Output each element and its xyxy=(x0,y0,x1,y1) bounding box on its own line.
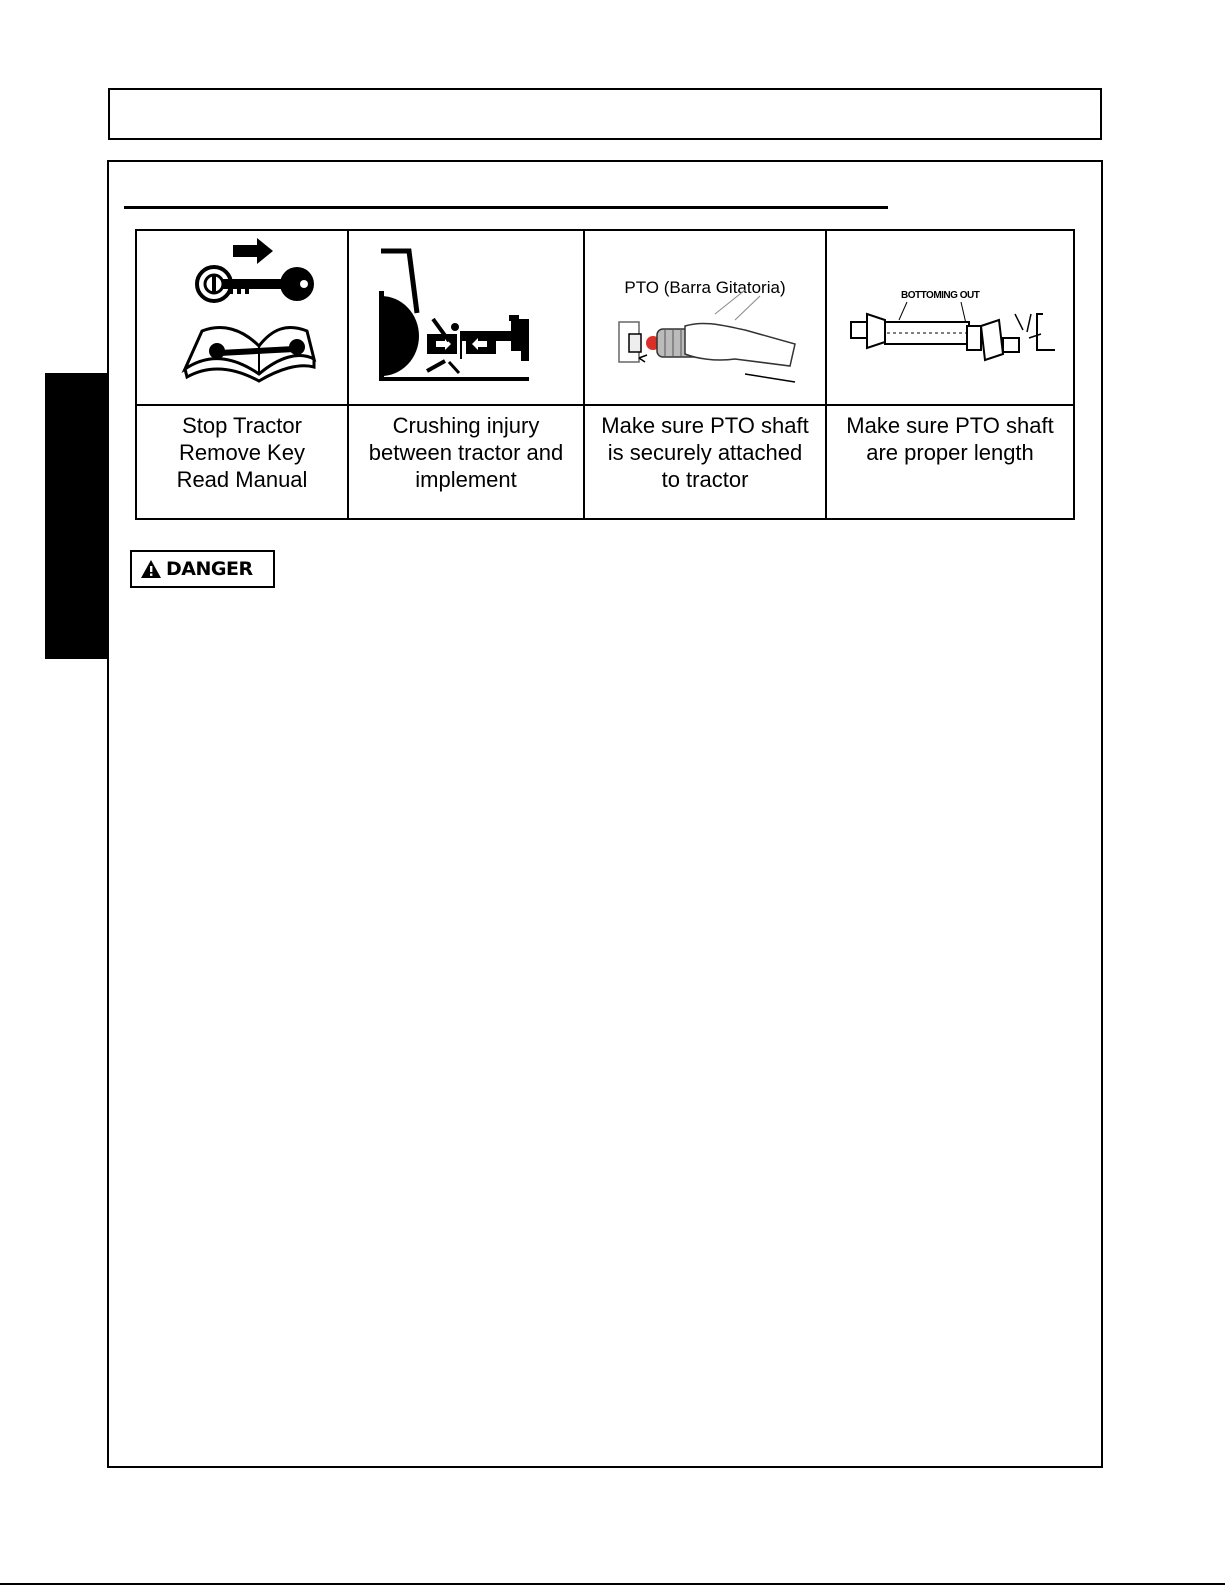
safety-pictorial-table xyxy=(135,229,1075,520)
caption-line: between tractor and xyxy=(368,440,564,465)
pto-length-icon xyxy=(827,234,1073,402)
caption-line: Read Manual xyxy=(176,467,308,492)
pictorial-cell-pto xyxy=(584,230,826,405)
caption-line: implement xyxy=(415,467,517,492)
danger-label: DANGER xyxy=(166,558,253,580)
caption-pto-length xyxy=(826,405,1074,519)
caption-crush xyxy=(348,405,584,519)
caption-line: are proper length xyxy=(866,440,1034,465)
caption-line: is securely attached xyxy=(607,440,803,465)
caption-line: Remove Key xyxy=(179,440,305,465)
section-title-rule xyxy=(124,206,888,209)
warning-triangle-icon xyxy=(140,559,162,579)
bottoming-out-label: BOTTOMING OUT xyxy=(901,289,980,301)
pictorial-cell-crush xyxy=(348,230,584,405)
pto-attach-icon xyxy=(585,234,825,402)
crushing-hazard-icon xyxy=(349,231,583,399)
section-side-tab xyxy=(45,373,107,659)
danger-badge xyxy=(130,550,275,588)
caption-line: to tractor xyxy=(661,467,749,492)
caption-line: Make sure PTO shaft xyxy=(601,413,809,438)
stop-key-manual-icon xyxy=(137,231,347,399)
pictorial-cell-stop xyxy=(136,230,348,405)
page-header-box xyxy=(108,88,1102,140)
caption-pto xyxy=(584,405,826,519)
pictorial-cell-pto-length xyxy=(826,230,1074,405)
caption-line: Crushing injury xyxy=(392,413,540,438)
caption-line: Stop Tractor xyxy=(182,413,302,438)
pto-label: PTO (Barra Gitatoria) xyxy=(624,277,786,297)
caption-stop xyxy=(136,405,348,519)
caption-line: Make sure PTO shaft xyxy=(846,413,1054,438)
